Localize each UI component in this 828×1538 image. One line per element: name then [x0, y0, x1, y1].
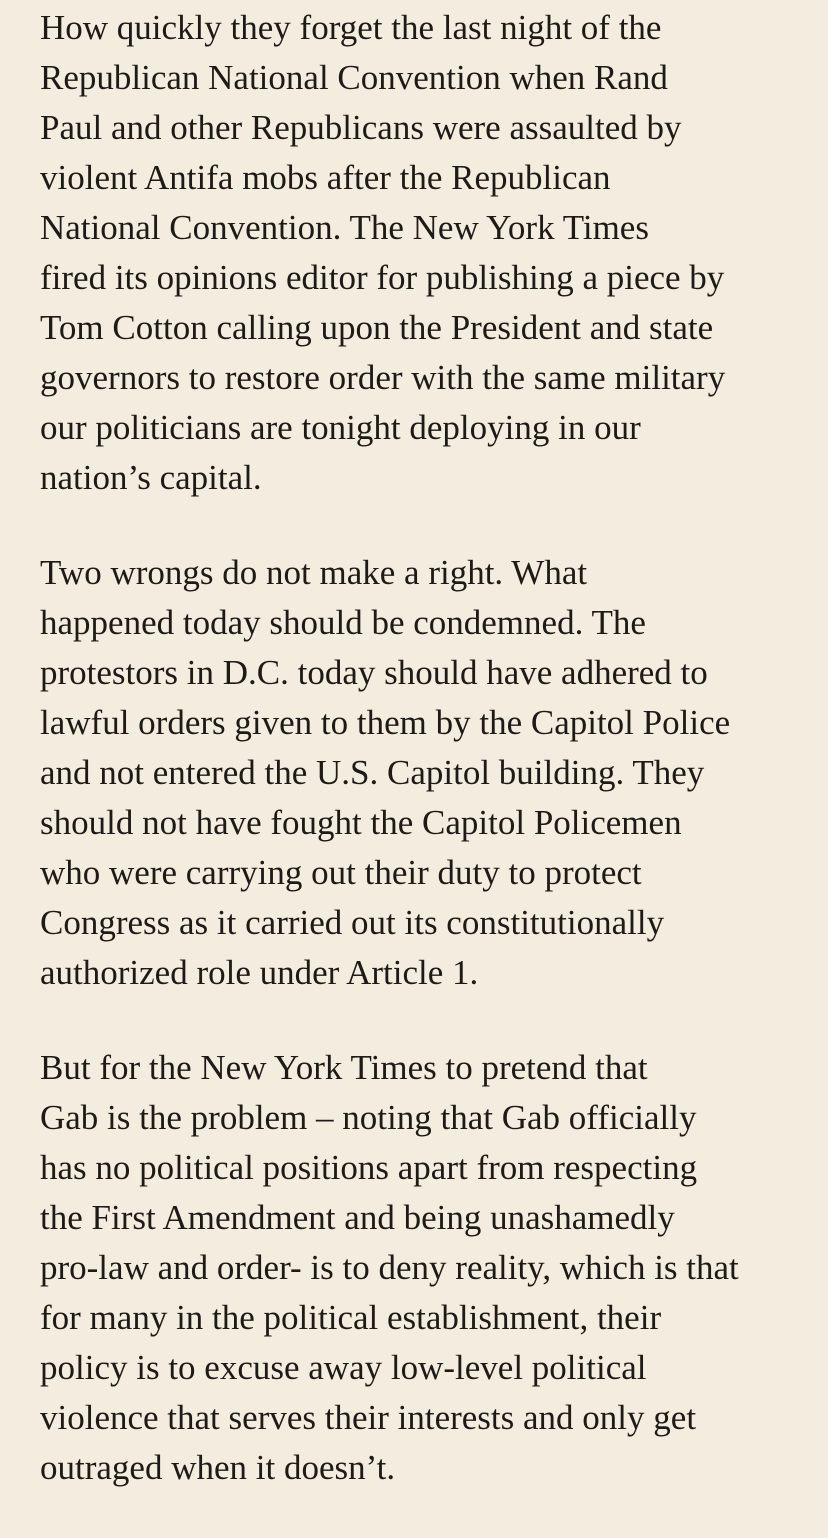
text-line: How quickly they forget the last night of the: [40, 8, 662, 47]
text-line: has no political positions apart from respecting: [40, 1148, 698, 1187]
paragraph-2: [40, 548, 800, 998]
text-line: fired its opinions editor for publishing a piece by: [40, 258, 725, 297]
article-body: [40, 3, 800, 1538]
text-line: pro-law and order- is to deny reality, which is that: [40, 1248, 739, 1287]
text-line: violence that serves their interests and only get: [40, 1398, 697, 1437]
text-line: But for the New York Times to pretend that: [40, 1048, 648, 1087]
text-line: happened today should be condemned. The: [40, 603, 646, 642]
text-line: Gab is the problem – noting that Gab officially: [40, 1098, 697, 1137]
text-line: governors to restore order with the same military: [40, 358, 726, 397]
text-line: policy is to excuse away low-level political: [40, 1348, 647, 1387]
text-line: and not entered the U.S. Capitol building. They: [40, 753, 705, 792]
paragraph-3: [40, 1043, 800, 1493]
text-line: who were carrying out their duty to protect: [40, 853, 642, 892]
text-line: Congress as it carried out its constitutionally: [40, 903, 665, 942]
text-line: Republican National Convention when Rand: [40, 58, 668, 97]
text-line: violent Antifa mobs after the Republican: [40, 158, 611, 197]
text-line: National Convention. The New York Times: [40, 208, 649, 247]
text-line: protestors in D.C. today should have adhered to: [40, 653, 708, 692]
text-line: Paul and other Republicans were assaulted by: [40, 108, 682, 147]
text-line: for many in the political establishment, their: [40, 1298, 662, 1337]
text-line: Tom Cotton calling upon the President and state: [40, 308, 714, 347]
text-line: our politicians are tonight deploying in our: [40, 408, 641, 447]
text-line: should not have fought the Capitol Policemen: [40, 803, 682, 842]
text-line: Two wrongs do not make a right. What: [40, 553, 588, 592]
text-line: outraged when it doesn’t.: [40, 1448, 396, 1487]
paragraph-1: [40, 3, 800, 503]
text-line: lawful orders given to them by the Capitol Police: [40, 703, 731, 742]
text-line: the First Amendment and being unashamedly: [40, 1198, 675, 1237]
text-line: authorized role under Article 1.: [40, 953, 479, 992]
text-line: nation’s capital.: [40, 458, 262, 497]
